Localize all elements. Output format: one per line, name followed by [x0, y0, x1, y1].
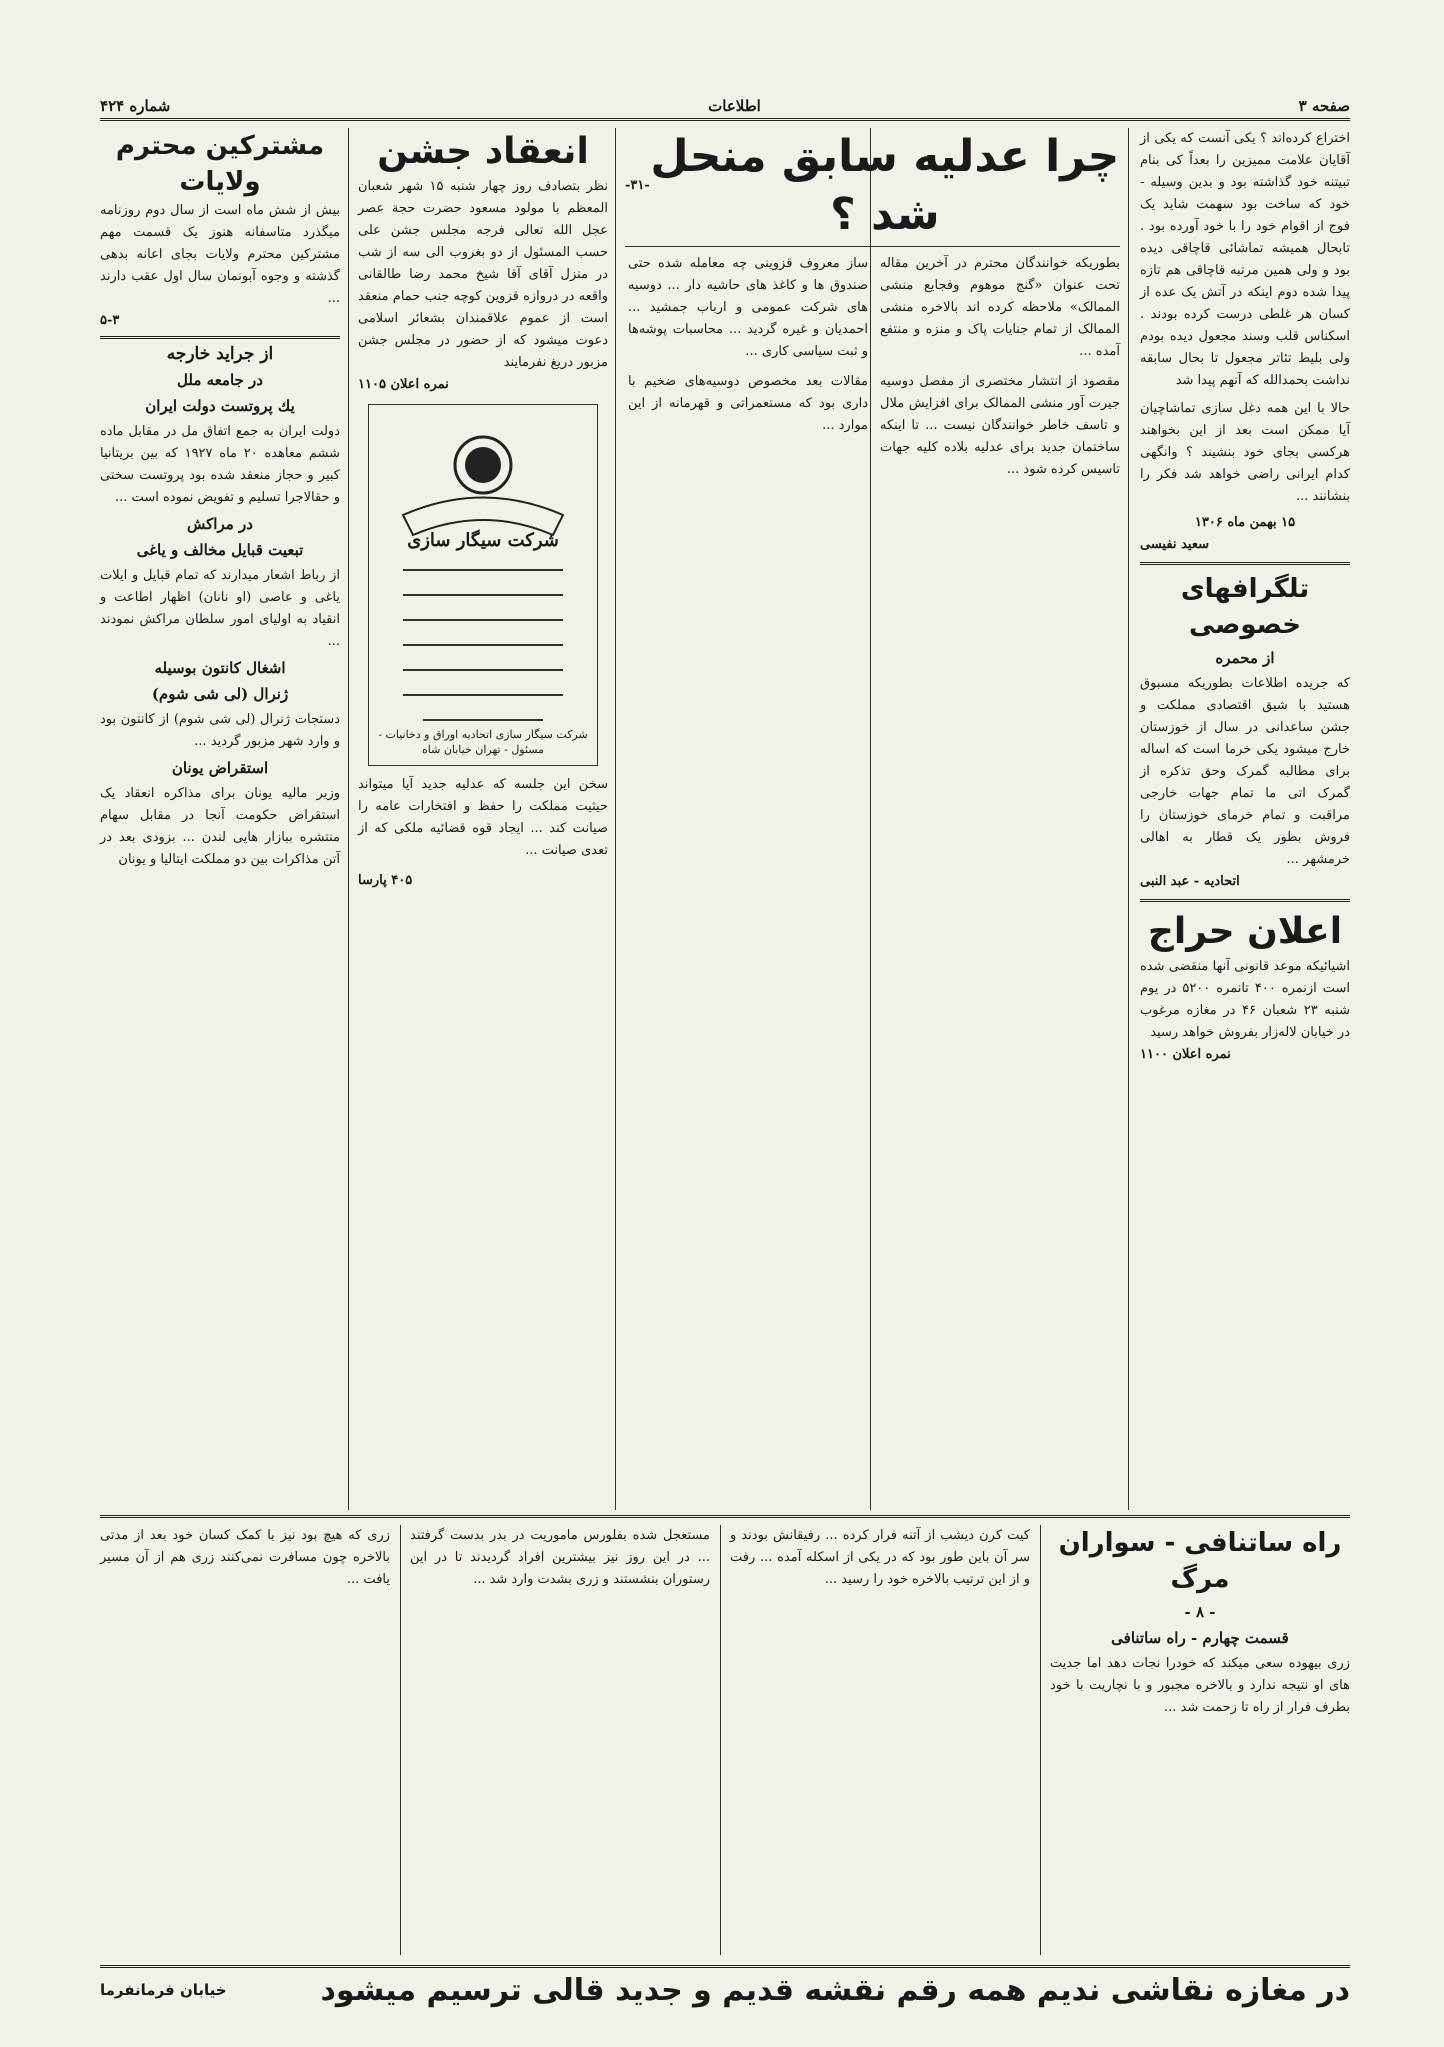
- section-divider: [1140, 899, 1350, 902]
- auction-title: اعلان حراج: [1147, 911, 1343, 952]
- article-title: چرا عدلیه سابق منحل شد ؟: [650, 131, 1120, 240]
- page-label: صفحه ۳: [1298, 97, 1350, 115]
- league-subtitle: یك پروتست دولت ایران: [145, 397, 295, 415]
- section-divider: [1140, 562, 1350, 565]
- morocco-title: در مراکش: [187, 515, 253, 533]
- banner-side-text: خیابان فرمانفرما: [100, 1981, 227, 1999]
- paper-name: اطلاعات: [708, 97, 761, 115]
- title-rule: [625, 246, 1120, 247]
- column-rule: [1040, 1525, 1041, 1955]
- column-rule: [615, 128, 616, 1510]
- column-main-article: [625, 128, 1120, 1508]
- telegram-source: از محمره: [1215, 649, 1275, 667]
- serial-divider: [100, 1515, 1350, 1518]
- closing-text: حالا با این همه دغل سازی تماشاچیان آیا ممکن است بعد از این بخواهند هرکسی بجای خود بنشیند ؟ وانگهی کدام ایرانی راضی خواهد شد فکر را بنشانند ...: [1135, 401, 1350, 504]
- auction-text: اشیائیکه موعد قانونی آنها منقضی شده است ازنمره ۴۰۰ تانمره ۵۲۰۰ در یوم شنبه ۲۳ شعبان ۴۶ در مغازه مرغوب در خیابان لاله‌زار بفروش خواهد رسید: [1135, 959, 1350, 1040]
- issue-label: شماره ۴۲۴: [100, 97, 171, 115]
- subscribers-ref: ۵-۳: [100, 313, 120, 328]
- masthead: [100, 92, 1350, 121]
- cigarette-ad: [368, 404, 598, 766]
- article-text-d: مقالات بعد مخصوص دوسیه‌های ضخیم با داری بود که مستعمراتی و قهرمانه از این موارد ...: [623, 374, 868, 433]
- celebration-notice: نمره اعلان ۱۱۰۵: [358, 377, 449, 392]
- telegram-text: که جریده اطلاعات بطوریکه مسبوق هستید با شیق اقتصادی مملکت و جشن ساعدانی در سال از خوزستان خارج میشود یکی خرما است که اساله برای مطالبه گمرک وحق تذکره از گمرک اتی ما تمام جهات خارجی مراقبت و تمام خرمای خوزستان را فروش بطور یک قطار به اهالی خرمشهر ...: [1135, 676, 1350, 867]
- celebration-title: انعقاد جشن: [377, 131, 589, 172]
- canton-text: دستجات ژنرال (لی شی شوم) از کانتون بود و وارد شهر مزبور گردید ...: [95, 712, 340, 749]
- serial-text-4: زری که هیچ بود نیز با کمک کسان خود بعد از مدتی بالاخره چون مسافرت نمی‌کنند زری هم از آن مسیر یافت ...: [95, 1528, 390, 1587]
- canton-title: اشغال کانتون بوسیله: [154, 659, 286, 677]
- serial-col-2: [725, 1525, 1030, 1955]
- column-left: [95, 128, 340, 1508]
- column-rule: [348, 128, 349, 1510]
- telegram-signature: اتحادیه - عبد النبی: [1140, 874, 1240, 889]
- ad-text: شرکت سیگار سازی اتحادیه اوراق و دخانیات - مسئول - تهران خیابان شاه: [378, 728, 588, 756]
- league-text: دولت ایران به جمع اتفاق مل در مقابل ماده ششم معاهده ۲۰ ماه ۱۹۲۷ که بین بریتانیا کبیر و حجاز منعقد شده بود پروتست سختی و حقالاجرا تسلیم و تفویض نموده است ...: [95, 424, 340, 505]
- serial-col-1: [1045, 1525, 1350, 1955]
- article-text-a: بطوریکه خوانندگان محترم در آخرین مقاله تحت عنوان «گنج موهوم وفجایع منشی الممالک» ملاحظه کرده اند بالاخره منشی الممالک از تمام جنایات پاک و منزه و منتفع آمده ...: [875, 256, 1120, 359]
- morocco-subtitle: تبعیت قبایل مخالف و یاغی: [136, 541, 304, 559]
- celebration-text: نظر بتصادف روز چهار شنبه ۱۵ شهر شعبان المعظم با مولود مسعود حضرت حجة عصر عجل الله تعالی فرجه مجلس جشن علی حسب المسئول از دو بغروب الی سه از شب در منزل آقای آقا شیخ محمد رضا طالقانی واقعه در دروازه قزوین کوچه جنب حمام منعقد است از عموم علاقمندان بشعائر اسلامی دعوت میشود که از حضور در مجلس جشن مزبور دریغ نفرمایند: [353, 179, 608, 370]
- intro-text: اختراع کرده‌اند ؟ یکی آنست که یکی از آقایان علامت ممیزین را بعداً کی بنام تبیتنه خود گذاشته بود و بدین وسیله - خود که ساخت بود سهمت شاید یک فوج از اقوام خود را با خود آورده بود . تابحال همیشه تماشائی قاچاقی دیده بود و ولی همین مرتبه قاچاقی هم تازه پیدا شده دوم اینکه در آتش یک عده از کسان هر غلطی درست کرده بودند . اسکناس قلب وسند مجعول دیده بودم ولی بلیط تئاتر مجعول تا بحال سابقه نداشت بحمدالله که آنهم پیدا شد: [1135, 131, 1350, 388]
- article-text-c: مقصود از انتشار مختصری از مفصل دوسیه جیرت آور منشی الممالک برای افزایش ملال و تاسف خاطر خوانندگان نیست ... تا اینکه ساختمان جدید برای عدلیه بلاده کلیه جهات تاسیس کرده شود ...: [875, 374, 1120, 477]
- greece-title: استقراض یونان: [171, 759, 269, 777]
- telegram-title: تلگرافهای خصوصی: [1180, 574, 1310, 640]
- column-rule: [720, 1525, 721, 1955]
- article-number: -۳۱-: [625, 178, 650, 193]
- serial-part: قسمت چهارم - راه ساتنافی: [1111, 1629, 1289, 1647]
- center-text-2: سخن این جلسه که عدلیه جدید آیا میتواند حیثیت مملکت را حفظ و افتخارات عامه را صیانت کند ... ایجاد قوه قضائیه ملکی که از تعدی صیانت ...: [353, 777, 608, 858]
- serial-text-3: مستعجل شده بفلورس ماموریت در بدر بدست گرفتند ... در این روز نیز بیشترین افراد گردیدند تا در این رستوران بنشستند و زری بشدت وارد شد ...: [405, 1528, 710, 1587]
- column-rule: [400, 1525, 401, 1955]
- greece-text: وزیر مالیه یونان برای مذاکره انعقاد یک استقراض حکومت آنجا در مقابل سهام منتشره ببازار هایی لندن ... بزودی بعد در آتن مذاکرات بین دو مملکت ایتالیا و یونان: [95, 786, 340, 867]
- ad-label: شرکت سیگار سازی: [407, 530, 559, 551]
- column-right: [1135, 128, 1350, 1508]
- foreign-press-title: از جراید خارجه: [166, 344, 274, 364]
- league-title: در جامعه ملل: [177, 371, 263, 389]
- date-line: ۱۵ بهمن ماه ۱۳۰۶: [1194, 515, 1296, 530]
- serial-text: زری بیهوده سعی میکند که خودرا نجات دهد اما جدیت های او نتیجه ندارد و بالاخره مجبور و با نچاریت با خود بطرف فرار از راه تا زحمت شد ...: [1045, 1656, 1350, 1715]
- center-footer: ۴۰۵ پارسا: [358, 873, 413, 888]
- author-signature: سعید نفیسی: [1140, 537, 1209, 552]
- column-center: [353, 128, 608, 1508]
- auction-note: نمره اعلان ۱۱۰۰: [1140, 1047, 1231, 1062]
- serial-col-3: [405, 1525, 710, 1955]
- subscribers-text: بیش از شش ماه است از سال دوم روزنامه میگذرد متاسفانه هنوز یک قسمت مهم مشترکین محترم ولایات بجای اعانه بدهی گذشته و وجوه آبونمان سال اول عقب دارند ...: [95, 203, 340, 306]
- serial-text-2: کیت کرن دیشب از آتنه فرار کرده ... رفیقانش بودند و سر آن باین طور بود که در یکی از اسکله آمده ... رفت و از این ترتیب بالاخره خود را رسید ...: [725, 1528, 1030, 1587]
- morocco-text: از رباط اشعار میدارند که تمام قبایل و ایلات یاغی و عاصی (او نانان) اظهار اطاعت و انقیاد به اولیای امور سلطان مراکش نمودند ...: [95, 568, 340, 649]
- serial-number: - ۸ -: [1184, 1603, 1216, 1621]
- serial-col-4: [95, 1525, 390, 1955]
- canton-subtitle: ژنرال (لی شی شوم): [151, 685, 289, 703]
- column-rule: [1128, 128, 1129, 1510]
- subscribers-title: مشترکین محترم ولایات: [115, 131, 325, 197]
- section-divider: [100, 336, 340, 339]
- serial-title: راه ساتنافی - سواران مرگ: [1058, 1528, 1342, 1594]
- article-text-b: ساز معروف قزوینی چه معامله شده حتی صندوق ها و کاغذ های حاشیه دار ... دوسیه های شرکت عمومی و ارباب جمشید ... احمدیان و غیره گردید ... محاسبات پوشه‌ها و ثبت سیاسی کاری ...: [623, 256, 868, 359]
- ad-emblem-icon: [383, 420, 583, 750]
- banner-main-text: در مغازه نقاشی ندیم همه رقم نقشه قدیم و جدید قالی ترسیم میشود: [320, 1972, 1350, 2008]
- bottom-banner: [100, 1965, 1350, 2012]
